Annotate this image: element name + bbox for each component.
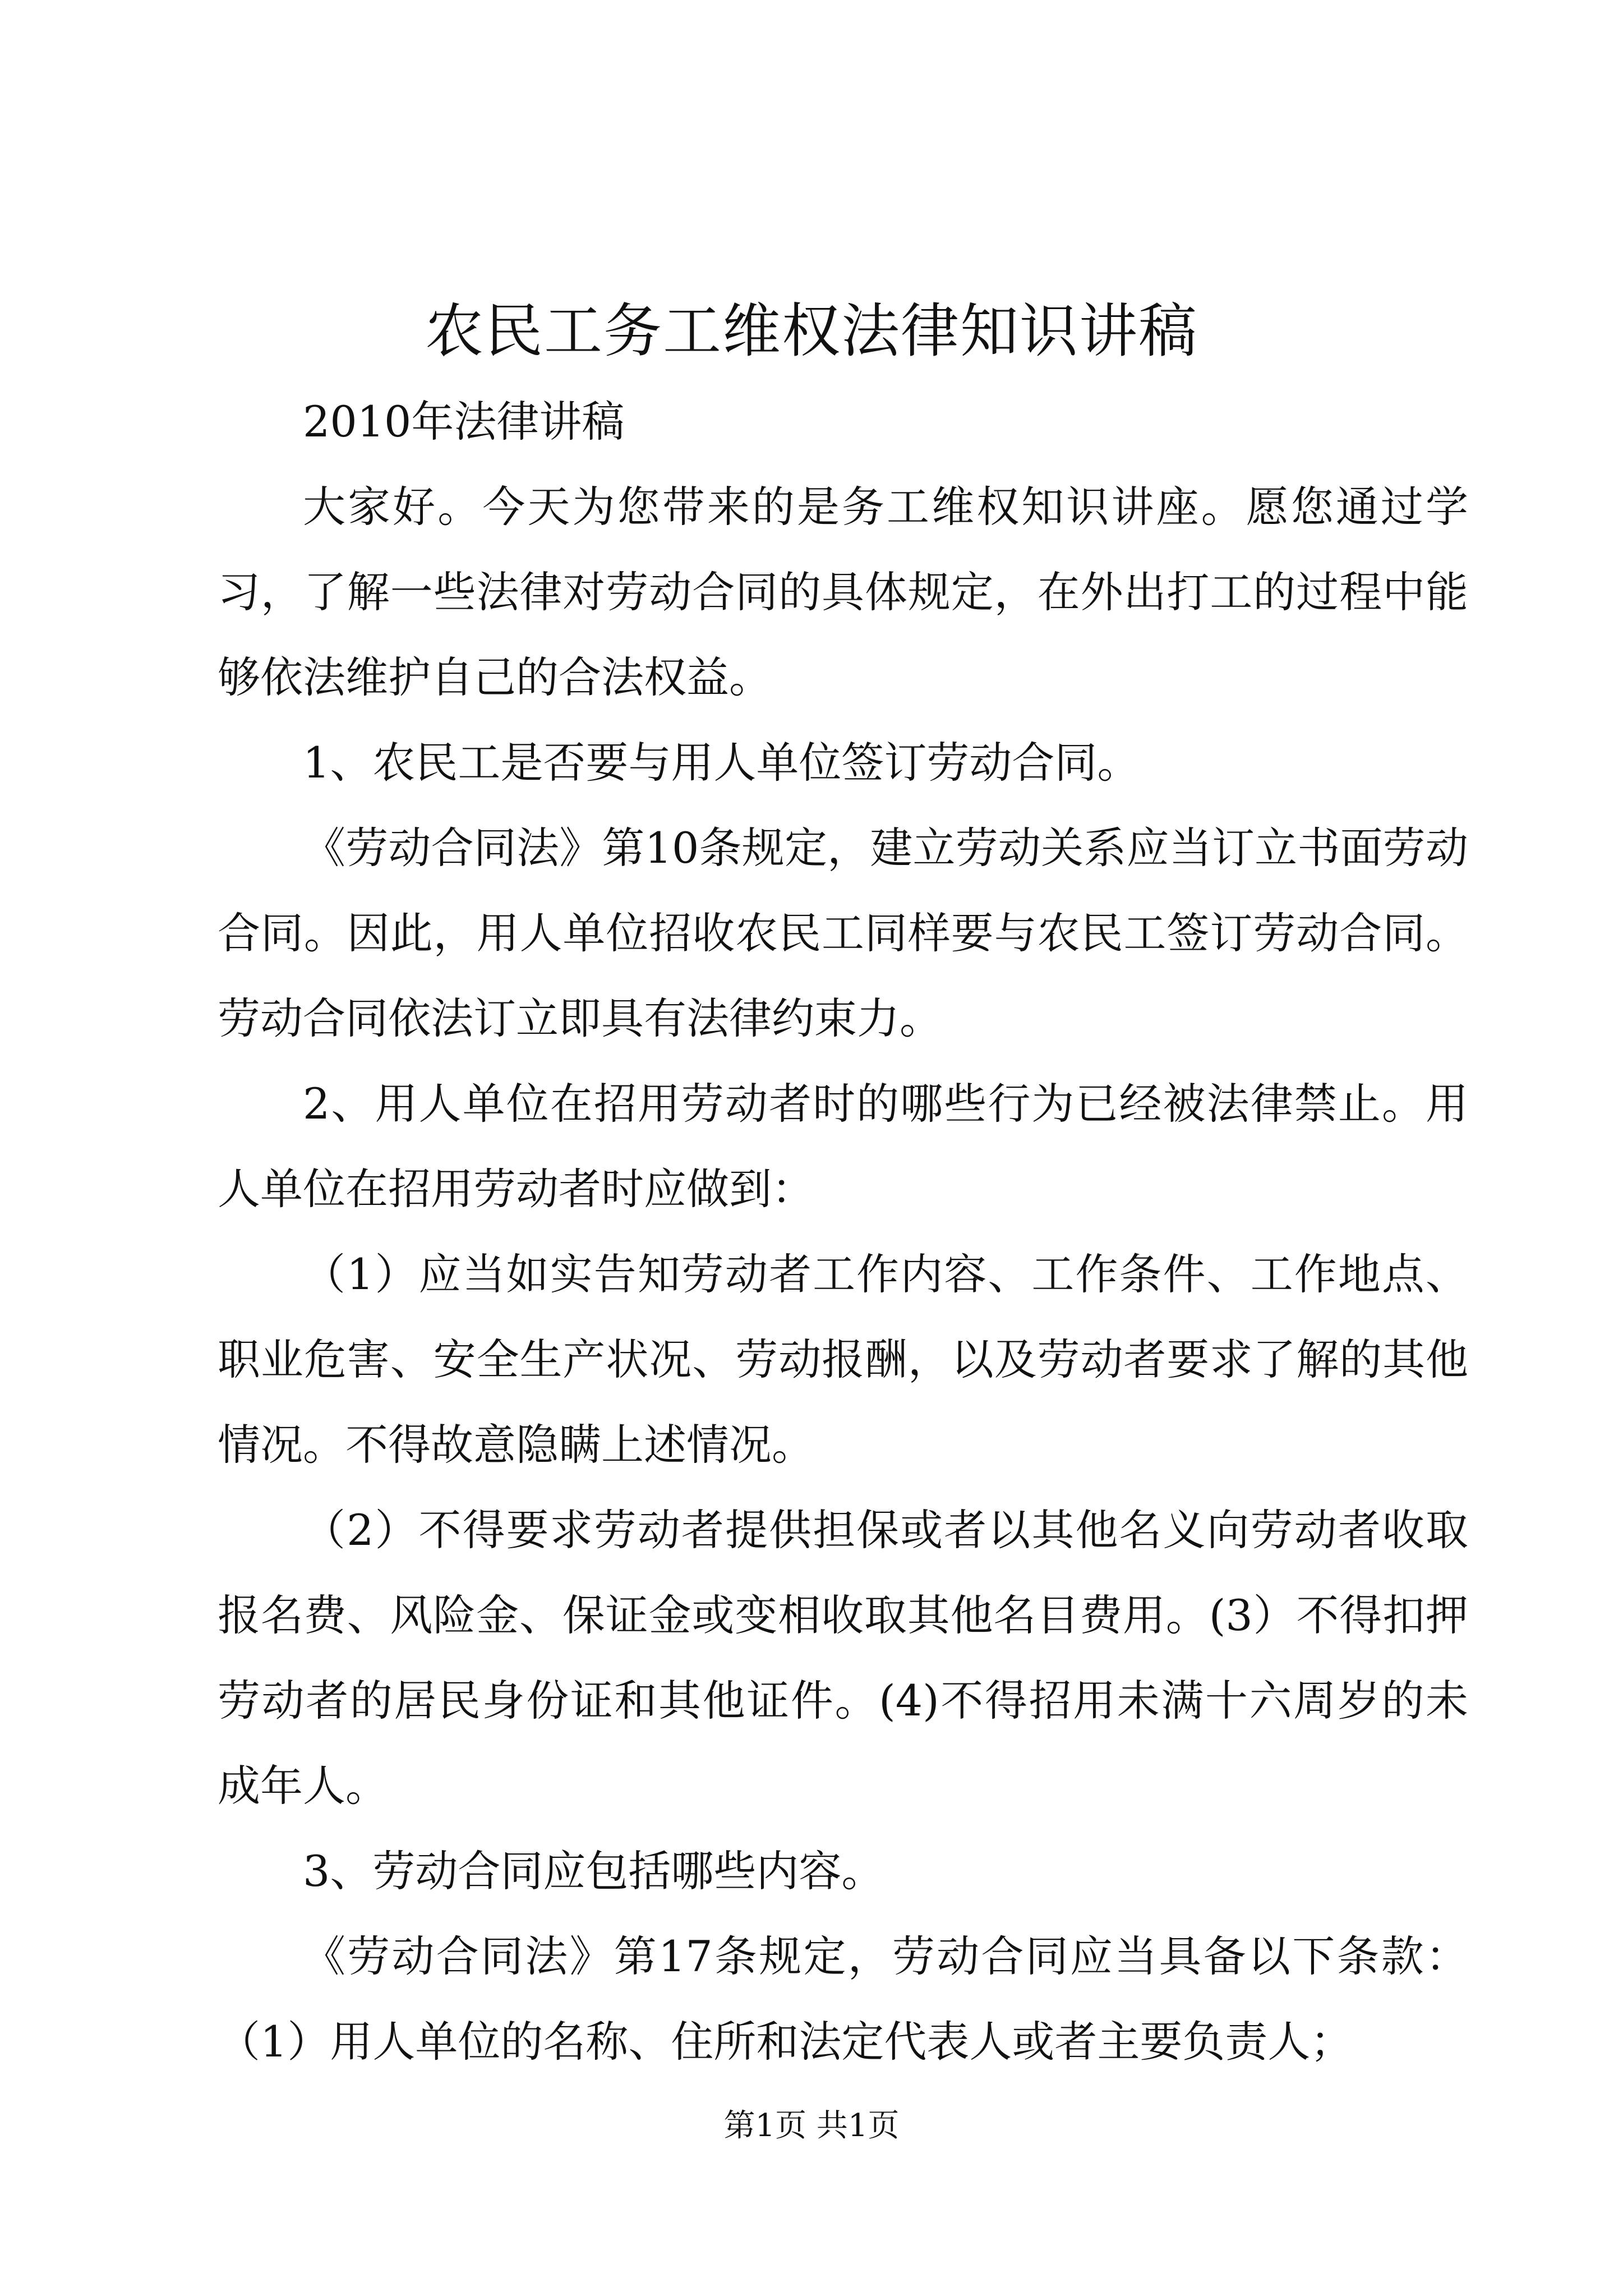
paragraph-question-3: 3、劳动合同应包括哪些内容。 [303,1846,884,1896]
paragraph-answer-1: 《劳动合同法》第10条规定，建立劳动关系应当订立书面劳动合同。因此，用人单位招收农民工同样要与农民工签订劳动合同。劳动合同依法订立即具有法律约束力。 [218,823,1468,1043]
paragraph-subtitle: 2010年法律讲稿 [303,397,625,447]
paragraph-item-1: （1）应当如实告知劳动者工作内容、工作条件、工作地点、职业危害、安全生产状况、劳动报酬，以及劳动者要求了解的其他情况。不得故意隐瞒上述情况。 [218,1249,1468,1470]
paragraph-intro: 大家好。今天为您带来的是务工维权知识讲座。愿您通过学习，了解一些法律对劳动合同的具体规定，在外出打工的过程中能够依法维护自己的合法权益。 [218,482,1468,702]
paragraph-item-2: （2）不得要求劳动者提供担保或者以其他名义向劳动者收取报名费、风险金、保证金或变相收取其他名目费用。(3）不得扣押劳动者的居民身份证和其他证件。(4)不得招用未满十六周岁的未成年人。 [218,1505,1468,1811]
document-body [218,379,1468,2085]
paragraph-question-1: 1、农民工是否要与用人单位签订劳动合同。 [303,738,1140,788]
page-footer: 第1页 共1页 [723,2108,900,2144]
paragraph-question-2: 2、用人单位在招用劳动者时的哪些行为已经被法律禁止。用人单位在招用劳动者时应做到： [218,1079,1468,1214]
paragraph-answer-3: 《劳动合同法》第17条规定，劳动合同应当具备以下条款：（1）用人单位的名称、住所和法定代表人或者主要负责人； [218,1931,1468,2067]
document-title: 农民工务工维权法律知识讲稿 [425,297,1198,365]
